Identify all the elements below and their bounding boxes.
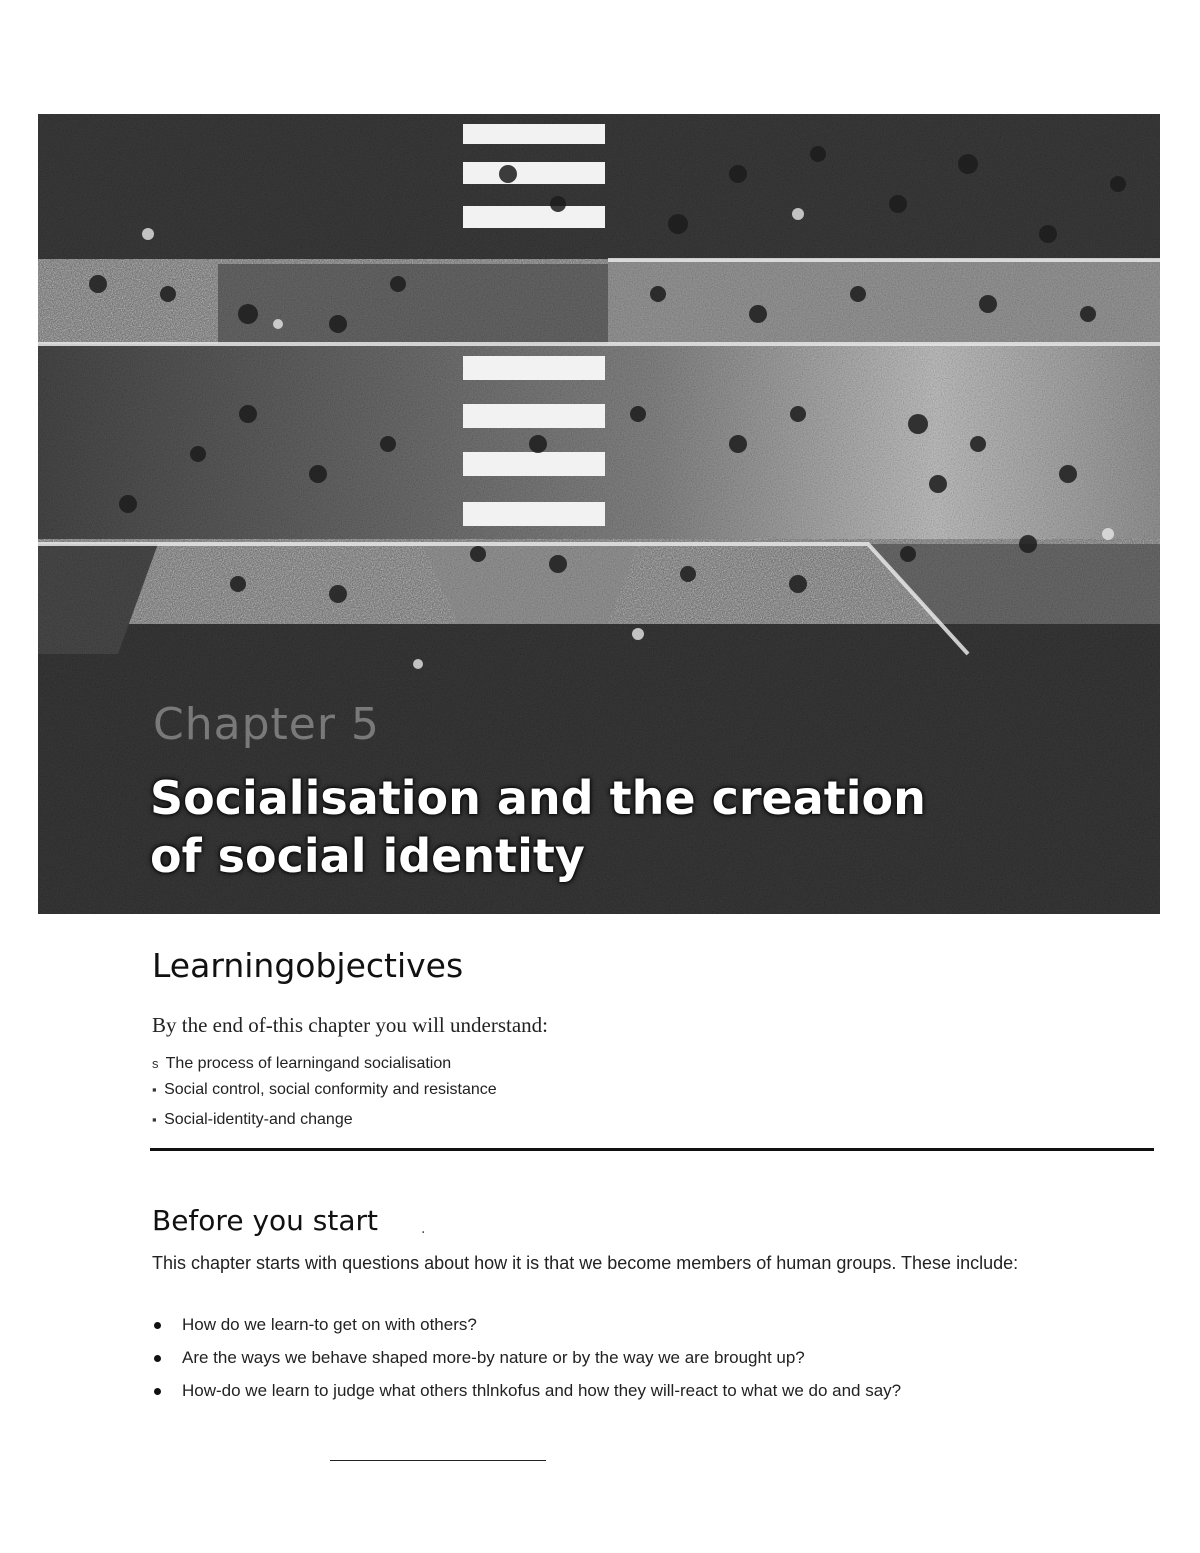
bullet-icon xyxy=(154,1355,161,1362)
list-item xyxy=(152,1346,901,1379)
chapter-title-line-1: Socialisation and the creation xyxy=(150,771,926,825)
before-you-start-heading: Before you start xyxy=(152,1204,379,1237)
section-divider xyxy=(150,1148,1154,1151)
stray-mark: . xyxy=(421,1221,426,1237)
list-item-text: How-do we learn to judge what others thlnkofus and how they will-react to what we do and say? xyxy=(182,1381,902,1400)
list-item xyxy=(152,1078,497,1104)
list-item-text: Social control, social conformity and resistance xyxy=(164,1081,497,1098)
before-you-start-intro: This chapter starts with questions about how it is that we become members of human groups. These include: xyxy=(152,1253,1019,1273)
list-marker: ▪ xyxy=(152,1082,157,1097)
list-item-text: How do we learn-to get on with others? xyxy=(182,1315,477,1334)
list-item-text: Are the ways we behave shaped more-by nature or by the way we are brought up? xyxy=(182,1348,805,1367)
list-marker: s xyxy=(152,1056,159,1071)
list-item-text: The process of learningand socialisation xyxy=(165,1055,452,1072)
learning-objectives-heading: Learningobjectives xyxy=(152,946,464,985)
list-item xyxy=(152,1313,901,1346)
before-you-start-list xyxy=(152,1313,901,1412)
learning-objectives-intro: By the end of-this chapter you will understand: xyxy=(152,1013,548,1037)
list-item xyxy=(152,1108,497,1134)
bullet-icon xyxy=(154,1388,161,1395)
list-item xyxy=(152,1379,901,1412)
list-marker: ▪ xyxy=(152,1112,157,1127)
chapter-title-line-2: of social identity xyxy=(150,829,585,883)
footnote-separator xyxy=(330,1460,546,1461)
list-item xyxy=(152,1052,497,1078)
chapter-number-label: Chapter 5 xyxy=(153,699,380,750)
chapter-title xyxy=(150,769,1050,885)
learning-objectives-list xyxy=(152,1052,497,1134)
bullet-icon xyxy=(154,1322,161,1329)
list-item-text: Social-identity-and change xyxy=(164,1111,353,1128)
chapter-hero-image xyxy=(38,114,1160,914)
